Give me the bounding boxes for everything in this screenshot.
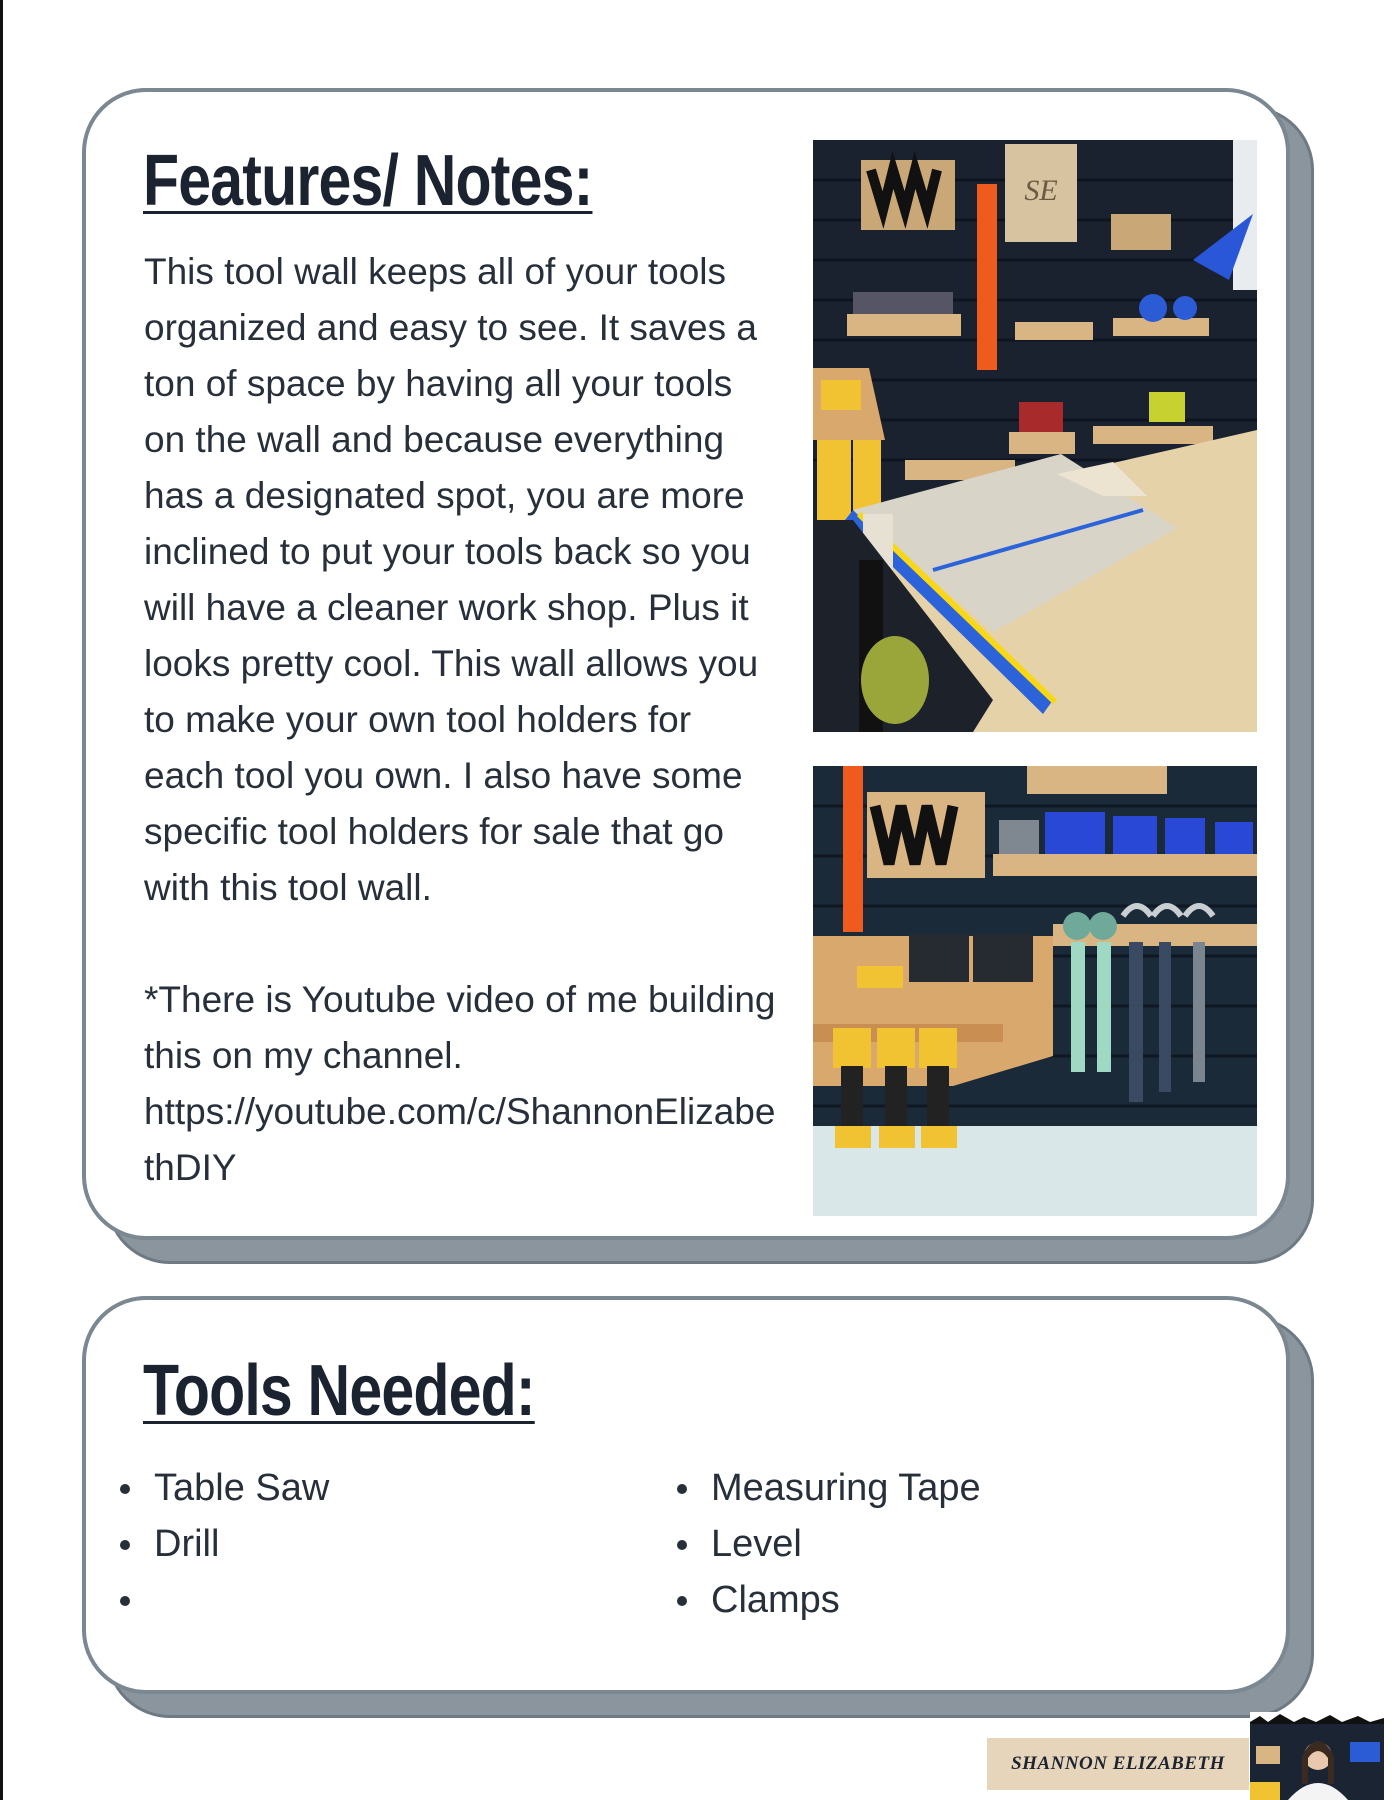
tools-title: Tools Needed: [143,1351,535,1431]
list-item: Clamps [643,1572,981,1628]
page-left-rule [0,0,3,1800]
features-paragraph: This tool wall keeps all of your tools organized and easy to see. It saves a ton of space by having all your tools on the wall and because everything has a designated spot, you are more inclined to put your tools back so you will have a cleaner work shop. Plus it looks pretty cool. This wall allows you to make your own tool holders for each tool you own. I also have some specific tool holders for sale that go with this tool wall. [144,251,759,908]
sign-logo-text: SE [1024,174,1058,207]
bullet-icon [677,1596,687,1606]
list-item: Drill [86,1516,329,1572]
bullet-icon [677,1540,687,1550]
bullet-icon [120,1484,130,1494]
tool-wall-illustration [813,140,1257,732]
list-item: Level [643,1516,981,1572]
youtube-note: *There is Youtube video of me building this on my channel. https://youtube.com/c/ShannonElizabethDIY [144,979,776,1188]
features-title: Features/ Notes: [143,141,593,221]
tools-list-right [643,1460,981,1628]
drill-station-illustration [813,766,1257,1216]
tools-card [82,1296,1290,1694]
list-item: Measuring Tape [643,1460,981,1516]
bullet-icon [120,1596,130,1606]
features-card [82,88,1290,1240]
tool-wall-photo [813,140,1257,732]
brand-name-tag: SHANNON ELIZABETH [987,1738,1249,1790]
bullet-icon [677,1484,687,1494]
list-item [86,1572,329,1628]
bullet-icon [120,1540,130,1550]
features-body [144,244,780,1196]
list-item: Table Saw [86,1460,329,1516]
tools-list-left [86,1460,329,1628]
drill-station-photo [813,766,1257,1216]
brand-avatar [1250,1712,1384,1800]
